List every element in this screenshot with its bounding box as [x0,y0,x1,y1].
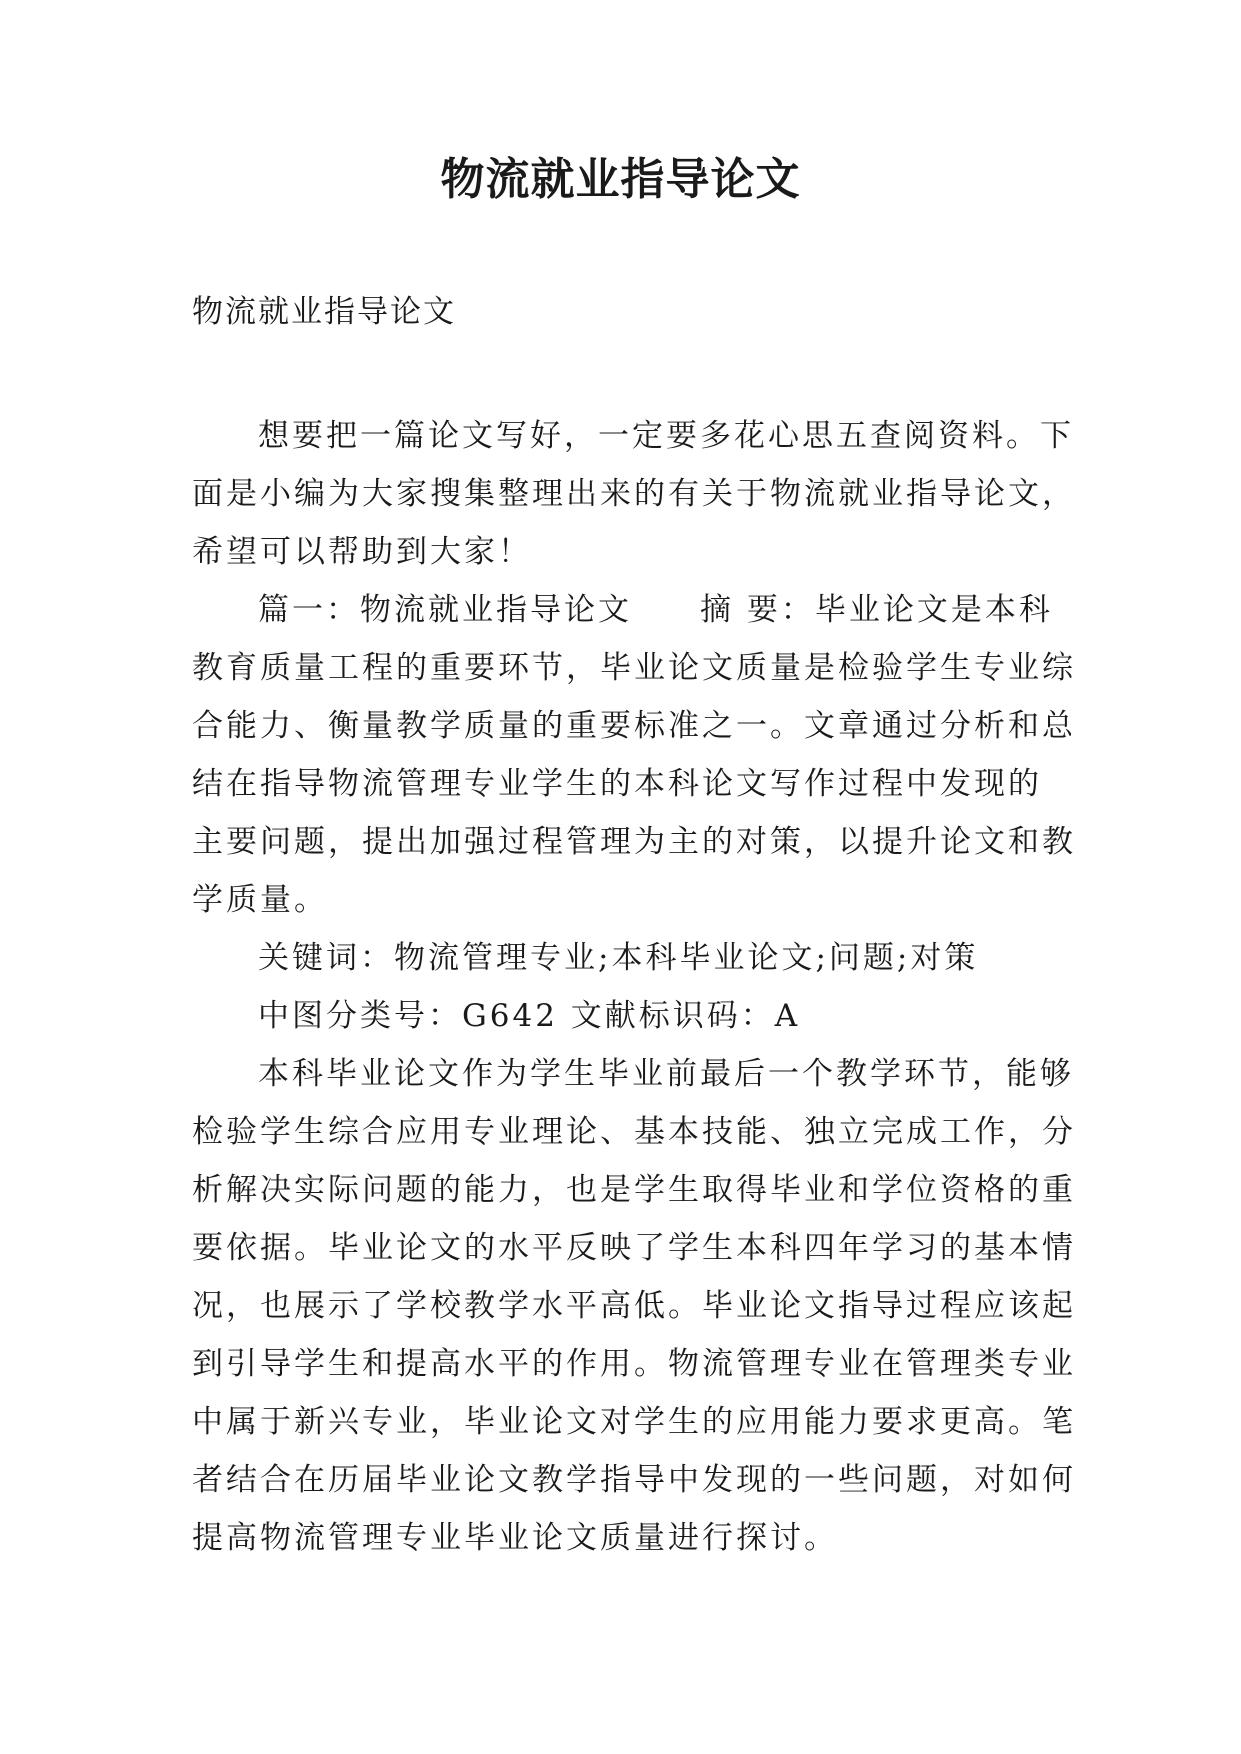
body-line: 析解决实际问题的能力，也是学生取得毕业和学位资格的重 [192,1172,1076,1208]
body-line: 况，也展示了学校教学水平高低。毕业论文指导过程应该起 [192,1288,1076,1324]
body-line: 关键词：物流管理专业;本科毕业论文;问题;对策 [258,940,979,976]
body-line: 本科毕业论文作为学生毕业前最后一个教学环节，能够 [258,1056,1074,1092]
body-line: 希望可以帮助到大家！ [192,534,532,570]
document-title: 物流就业指导论文 [440,154,801,205]
body-line: 教育质量工程的重要环节，毕业论文质量是检验学生专业综 [192,650,1076,686]
body-line: 到引导学生和提高水平的作用。物流管理专业在管理类专业 [192,1346,1076,1382]
body-line: 篇一：物流就业指导论文 摘 要：毕业论文是本科 [258,592,1053,628]
document-subtitle: 物流就业指导论文 [192,294,456,330]
body-line: 面是小编为大家搜集整理出来的有关于物流就业指导论文， [192,476,1076,512]
body-line: 检验学生综合应用专业理论、基本技能、独立完成工作，分 [192,1114,1076,1150]
body-line: 想要把一篇论文写好，一定要多花心思五查阅资料。下 [258,418,1074,454]
body-line: 提高物流管理专业毕业论文质量进行探讨。 [192,1520,838,1556]
body-line: 结在指导物流管理专业学生的本科论文写作过程中发现的 [192,766,1042,802]
body-line: 要依据。毕业论文的水平反映了学生本科四年学习的基本情 [192,1230,1076,1266]
body-line: 中图分类号：G642 文献标识码：A [258,998,801,1034]
body-line: 学质量。 [192,882,328,918]
document-body [192,407,1076,1567]
body-line: 者结合在历届毕业论文教学指导中发现的一些问题，对如何 [192,1462,1076,1498]
body-line: 主要问题，提出加强过程管理为主的对策，以提升论文和教 [192,824,1076,860]
body-line: 中属于新兴专业，毕业论文对学生的应用能力要求更高。笔 [192,1404,1076,1440]
body-line: 合能力、衡量教学质量的重要标准之一。文章通过分析和总 [192,708,1076,744]
